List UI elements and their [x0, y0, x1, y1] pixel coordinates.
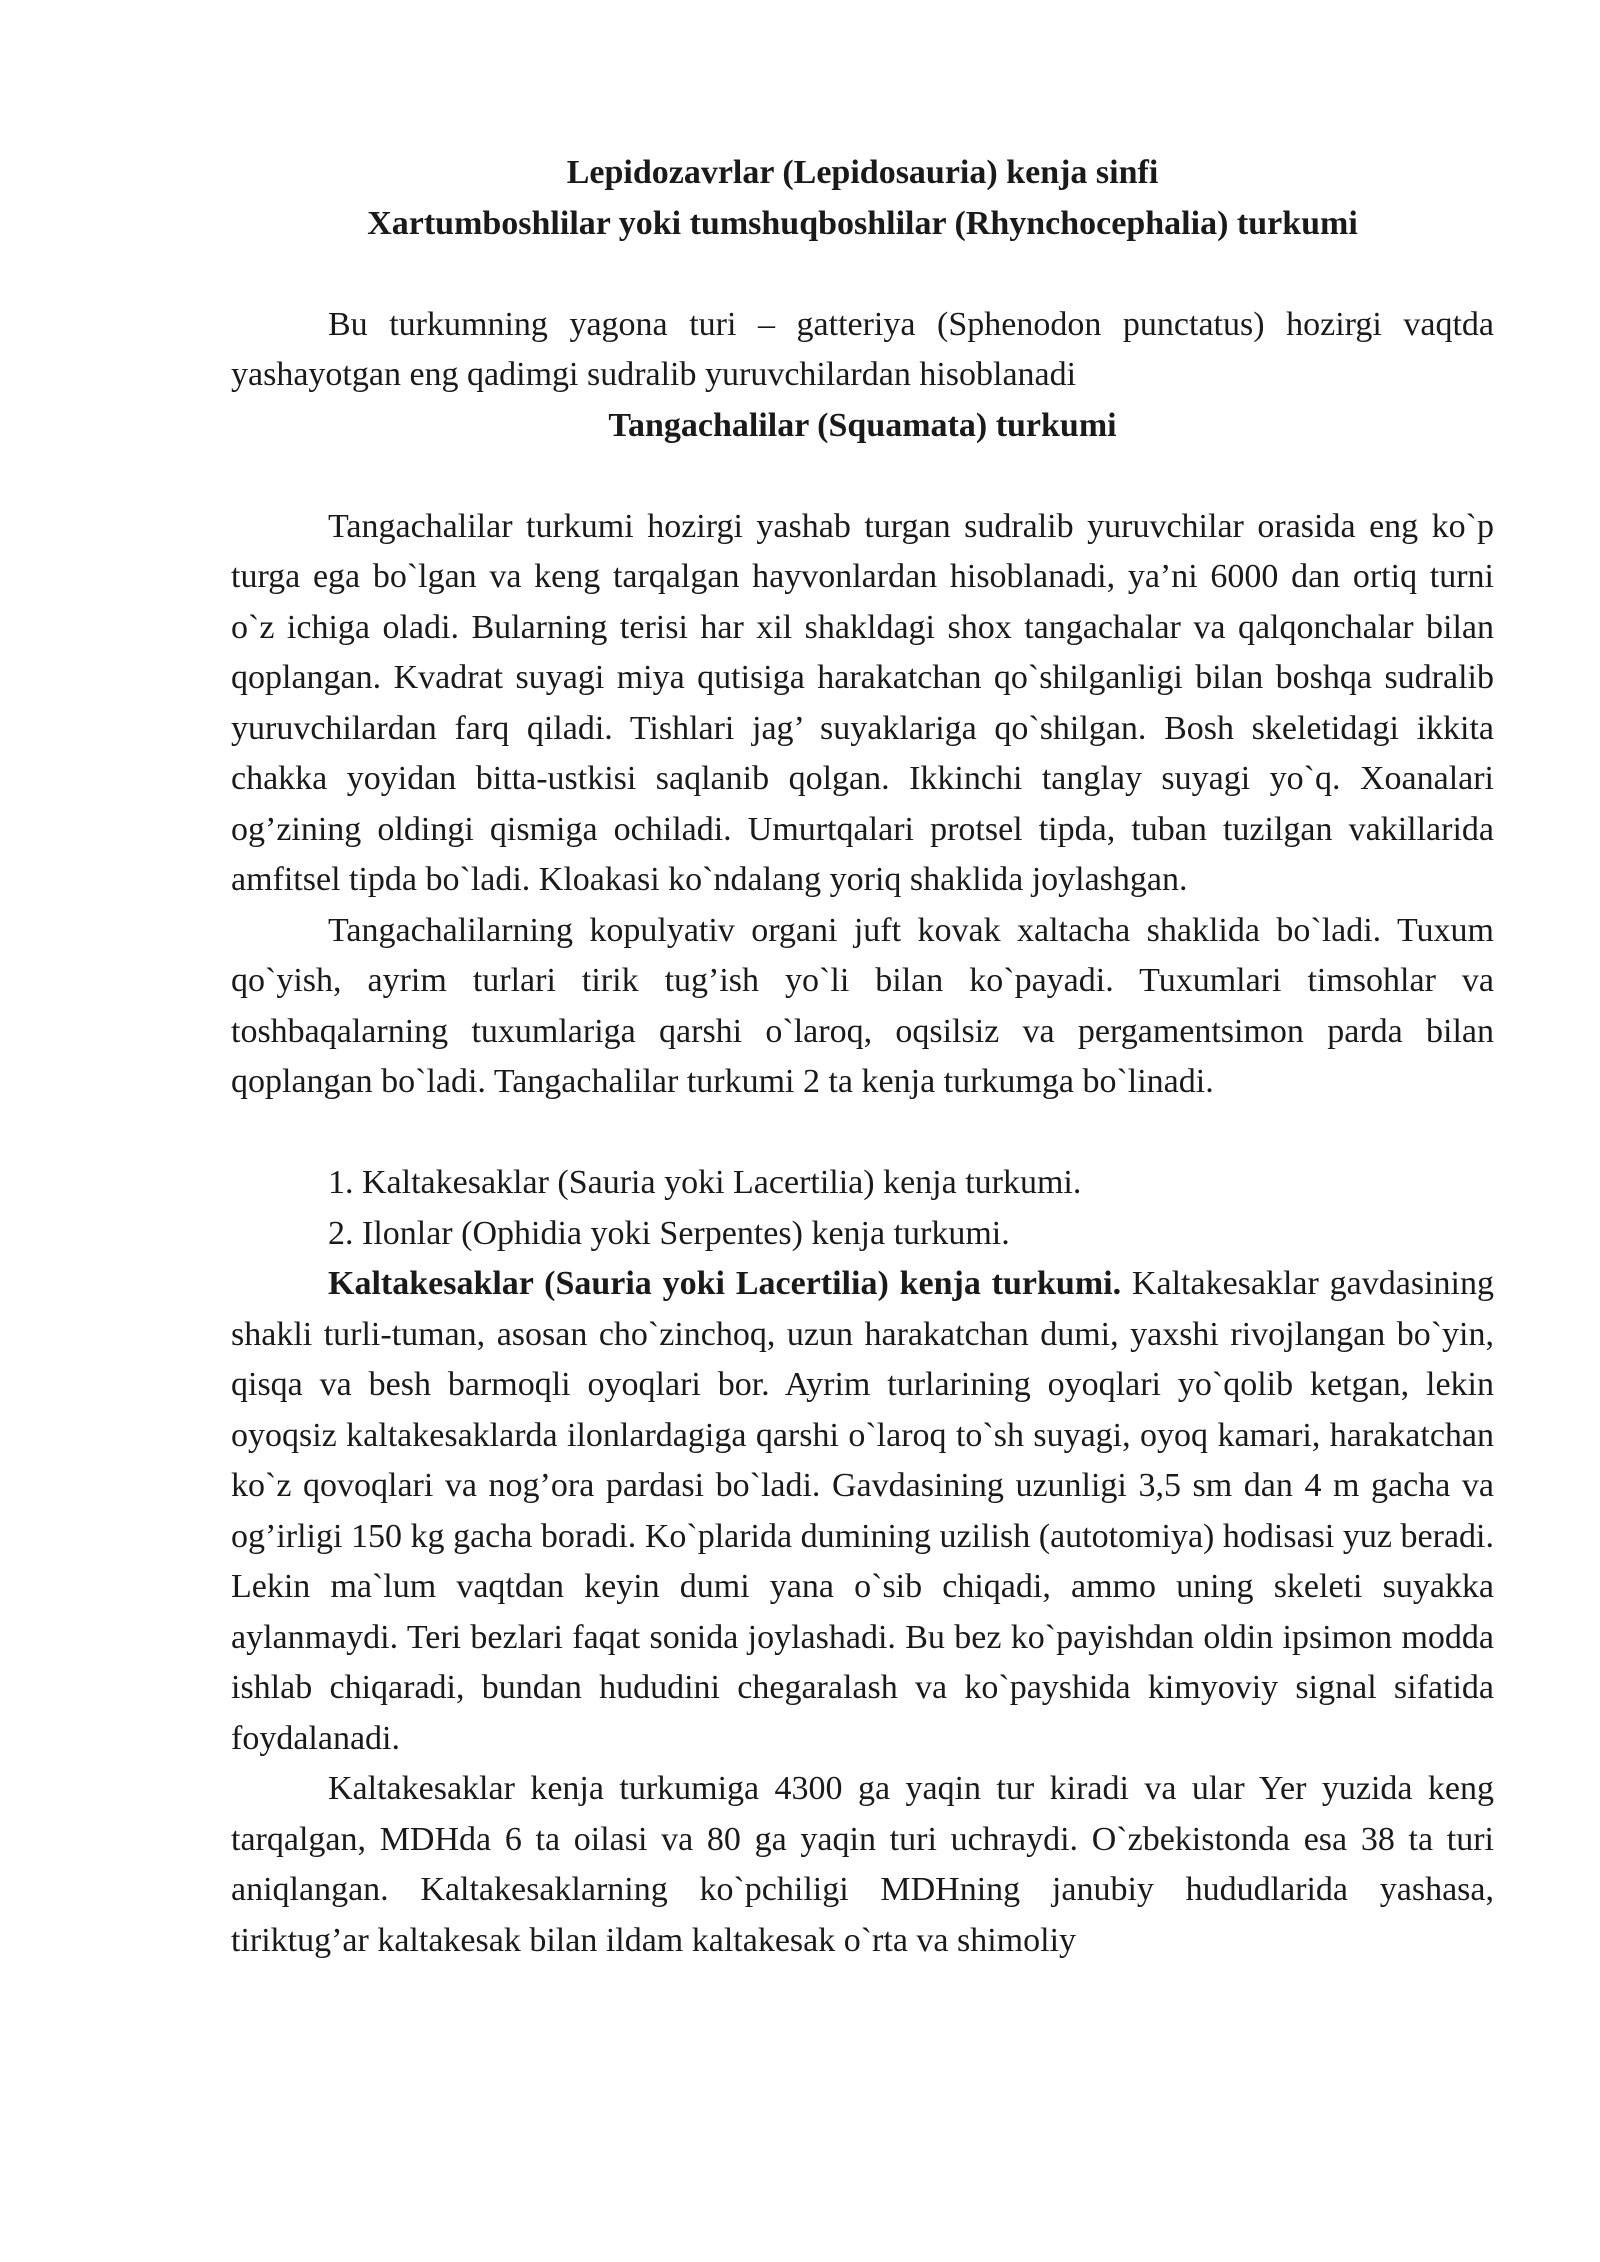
section-title-rhynchocephalia: Xartumboshlilar yoki tumshuqboshlilar (Rhynchocephalia) turkumi [367, 204, 1358, 242]
spacer [231, 451, 1494, 502]
list-item-ophidia: 2. Ilonlar (Ophidia yoki Serpentes) kenja turkumi. [328, 1214, 1010, 1252]
paragraph-sauria-description [231, 1259, 1494, 1764]
subsection-heading-sauria: Kaltakesaklar (Sauria yoki Lacertilia) kenja turkumi. [328, 1265, 1122, 1302]
document-page [231, 148, 1494, 1966]
section-title-squamata: Tangachalilar (Squamata) turkumi [608, 406, 1117, 444]
list-item-sauria: 1. Kaltakesaklar (Sauria yoki Lacertilia) kenja turkumi. [328, 1164, 1082, 1201]
chapter-title: Lepidozavrlar (Lepidosauria) kenja sinfi [566, 154, 1159, 191]
paragraph-sauria-text: Kaltakesaklar gavdasining shakli turli-tuman, asosan cho`zinchoq, uzun harakatchan dumi, yaxshi rivojlangan bo`yin, qisqa va besh barmoqli oyoqlari bor. Ayrim turlarining oyoqlari yo`qolib ketgan, lekin oyoqsiz kaltakesaklarda ilonlardagiga qarshi o`laroq to`sh suyagi, oyoq kamari, harakatchan ko`z qovoqlari va nog’ora pardasi bo`ladi. Gavdasining uzunligi 3,5 sm dan 4 m gacha va og’irligi 150 kg gacha boradi. Ko`plarida dumining uzilish (autotomiya) hodisasi yuz beradi. Lekin ma`lum vaqtdan keyin dumi yana o`sib chiqadi, ammo uning skeleti suyakka aylanmaydi. Teri bezlari faqat sonida joylashadi. Bu bez ko`payishdan oldin ipsimon modda ishlab chiqaradi, bundan hududini chegaralash va ko`payshida kimyoviy signal sifatida foydalanadi. [231, 1265, 1494, 1757]
spacer [231, 1108, 1494, 1159]
intro-paragraph: Bu turkumning yagona turi – gatteriya (Sphenodon punctatus) hozirgi vaqtda yashayotgan eng qadimgi sudralib yuruvchilardan hisoblanadi [231, 305, 1494, 393]
paragraph-squamata-description: Tangachalilar turkumi hozirgi yashab turgan sudralib yuruvchilar orasida eng ko`p turga ega bo`lgan va keng tarqalgan hayvonlardan hisoblanadi, ya’ni 6000 dan ortiq turni o`z ichiga oladi. Bularning terisi har xil shakldagi shox tangachalar va qalqonchalar bilan qoplangan. Kvadrat suyagi miya qutisiga harakatchan qo`shilganligi bilan boshqa sudralib yuruvchilardan farq qiladi. Tishlari jag’ suyaklariga qo`shilgan. Bosh skeletidagi ikkita chakka yoyidan bitta-ustkisi saqlanib qolgan. Ikkinchi tanglay suyagi yo`q. Xoanalari og’zining oldingi qismiga ochiladi. Umurtqalari protsel tipda, tuban tuzilgan vakillarida amfitsel tipda bo`ladi. Kloakasi ko`ndalang yoriq shaklida joylashgan. [231, 507, 1494, 898]
spacer [231, 249, 1494, 300]
paragraph-sauria-distribution: Kaltakesaklar kenja turkumiga 4300 ga yaqin tur kiradi va ular Yer yuzida keng tarqalgan, MDHda 6 ta oilasi va 80 ga yaqin turi uchraydi. O`zbekistonda esa 38 ta turi aniqlangan. Kaltakesaklarning ko`pchiligi MDHning janubiy hududlarida yashasa, tiriktug’ar kaltakesak bilan ildam kaltakesak o`rta va shimoliy [231, 1770, 1494, 1959]
paragraph-squamata-reproduction: Tangachalilarning kopulyativ organi juft kovak xaltacha shaklida bo`ladi. Tuxum qo`yish, ayrim turlari tirik tug’ish yo`li bilan ko`payadi. Tuxumlari timsohlar va toshbaqalarning tuxumlariga qarshi o`laroq, oqsilsiz va pergamentsimon parda bilan qoplangan bo`ladi. Tangachalilar turkumi 2 ta kenja turkumga bo`linadi. [231, 911, 1494, 1100]
